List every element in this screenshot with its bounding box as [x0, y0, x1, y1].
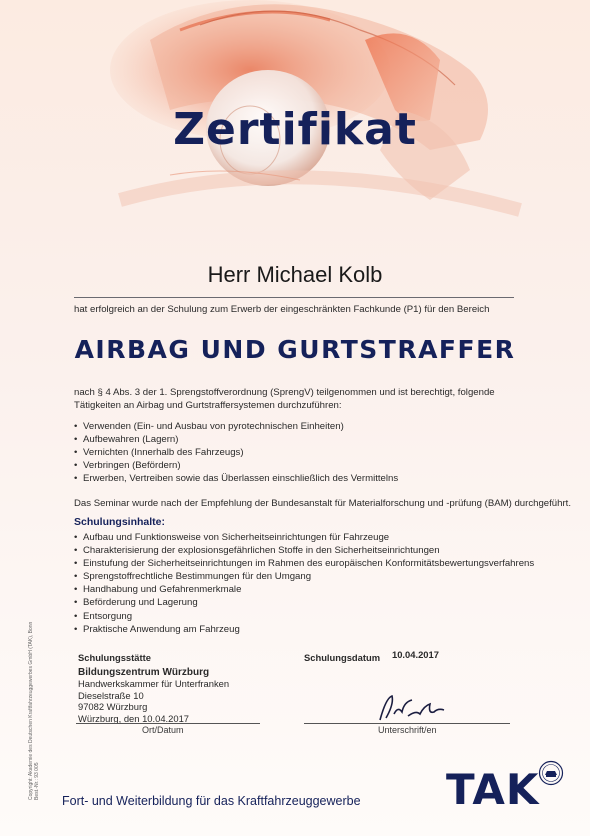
copyright-note: Copyright: Akademie des Deutschen Kraftfahrzeuggewerbes GmbH (TAK), Bonn Best.-Nr.: 93 005: [28, 621, 40, 800]
recipient-name: Herr Michael Kolb: [207, 262, 383, 287]
list-item: • Charakterisierung der explosionsgefährlichen Stoffe in den Sicherheitseinrichtungen: [74, 544, 534, 557]
legal-text: [74, 386, 534, 412]
activity-list: [74, 420, 398, 485]
list-item: • Vernichten (Innerhalb des Fahrzeugs): [74, 446, 398, 459]
list-item: • Sprengstoffrechtliche Bestimmungen für den Umgang: [74, 570, 534, 583]
legal-text-line-1: nach § 4 Abs. 3 der 1. Sprengstoffverordnung (SprengV) teilgenommen und ist berechtigt, folgende: [74, 387, 495, 398]
list-item: • Verwenden (Ein- und Ausbau von pyrotechnischen Einheiten): [74, 420, 398, 433]
tak-logo: TAK: [446, 765, 540, 814]
training-subject: AIRBAG UND GURTSTRAFFER: [74, 335, 516, 364]
signature: [372, 692, 462, 726]
seminar-note: Das Seminar wurde nach der Empfehlung der Bundesanstalt für Materialforschung und -prüfung (BAM) durchgeführt.: [74, 498, 572, 509]
list-item: • Praktische Anwendung am Fahrzeug: [74, 623, 534, 636]
place-date-caption: Ort/Datum: [142, 725, 184, 735]
school-label: Schulungsstätte: [78, 652, 151, 663]
list-item: • Einstufung der Sicherheitseinrichtungen im Rahmen des europäischen Konformitätsbewertungsverfahrens: [74, 557, 534, 570]
school-address: [78, 667, 229, 712]
seal-icon: [538, 760, 564, 786]
list-item: • Aufbau und Funktionsweise von Sicherheitseinrichtungen für Fahrzeuge: [74, 531, 534, 544]
place-date-line: [76, 723, 260, 724]
legal-text-line-2: Tätigkeiten an Airbag und Gurtstraffersystemen durchzuführen:: [74, 400, 342, 411]
school-org: Handwerkskammer für Unterfranken: [78, 678, 230, 690]
training-date: 10.04.2017: [392, 649, 439, 660]
date-label: Schulungsdatum: [304, 652, 381, 663]
list-item: • Erwerben, Vertreiben sowie das Überlassen einschließlich des Vermittelns: [74, 472, 398, 485]
intro-text: hat erfolgreich an der Schulung zum Erwerb der eingeschränkten Fachkunde (P1) für den Bereich: [74, 304, 490, 315]
school-name: Bildungszentrum Würzburg: [78, 667, 210, 678]
contents-heading: Schulungsinhalte:: [74, 516, 166, 528]
certificate-title: Zertifikat: [173, 104, 417, 155]
school-city: 97082 Würzburg: [78, 700, 148, 712]
name-underline: [74, 297, 514, 298]
list-item: • Handhabung und Gefahrenmerkmale: [74, 583, 534, 596]
contents-list: [74, 531, 534, 636]
place-date: Würzburg, den 10.04.2017: [78, 713, 190, 724]
list-item: • Entsorgung: [74, 610, 534, 623]
list-item: • Aufbewahren (Lagern): [74, 433, 398, 446]
list-item: • Verbringen (Befördern): [74, 459, 398, 472]
list-item: • Beförderung und Lagerung: [74, 596, 534, 609]
footer-tagline: Fort- und Weiterbildung für das Kraftfahrzeuggewerbe: [62, 794, 361, 808]
signature-line: [304, 723, 510, 724]
school-street: Dieselstraße 10: [78, 689, 144, 701]
signature-caption: Unterschrift/en: [378, 725, 437, 735]
